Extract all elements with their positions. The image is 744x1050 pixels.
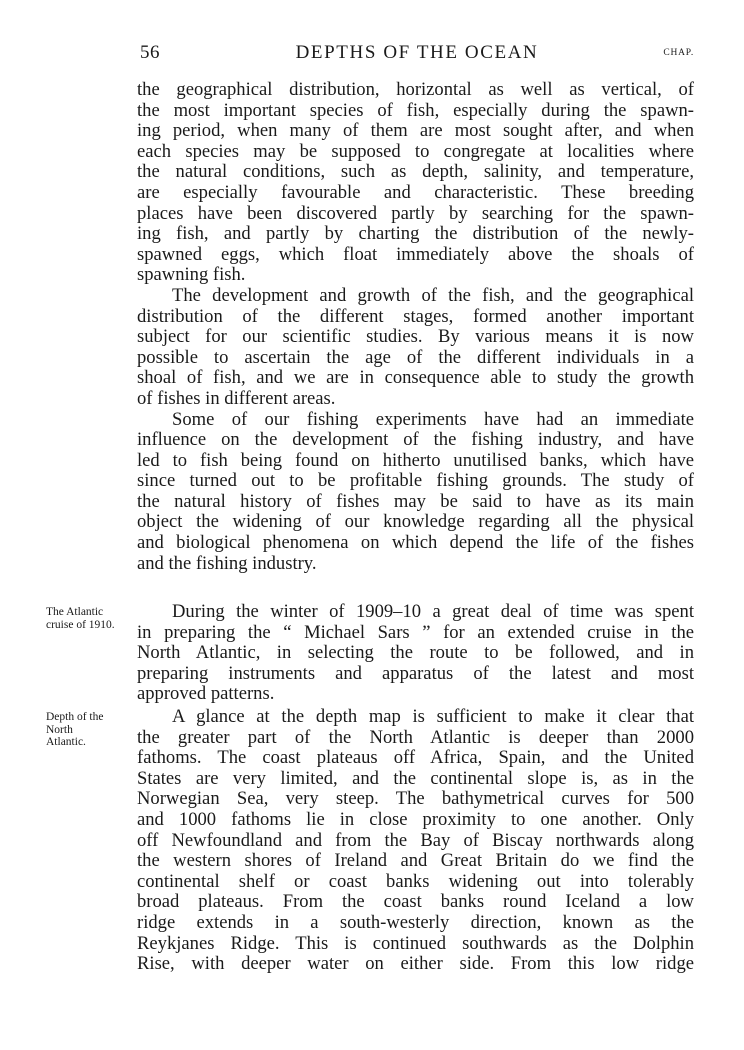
text-block-atlantic-cruise	[137, 602, 694, 705]
sidenote-line: North	[46, 723, 73, 736]
text-line: possible to ascertain the age of the different individuals in a	[137, 346, 694, 368]
text-line: each species may be supposed to congregate at localities where	[137, 140, 694, 162]
text-line: States are very limited, and the continental slope is, as in the	[137, 767, 694, 789]
text-line: ing fish, and partly by charting the distribution of the newly-	[137, 223, 694, 245]
text-line: the natural history of fishes may be said to have as its main	[137, 490, 694, 512]
text-line: the natural conditions, such as depth, salinity, and temperature,	[137, 161, 694, 183]
paragraph-1	[137, 80, 694, 286]
text-line: ing period, when many of them are most sought after, and when	[137, 120, 694, 142]
text-line: in preparing the “ Michael Sars ” for an extended cruise in the	[137, 621, 694, 643]
sidenote-line: Atlantic.	[46, 736, 86, 748]
running-title: DEPTHS OF THE OCEAN	[295, 42, 539, 63]
text-line: the greater part of the North Atlantic is deeper than 2000	[137, 726, 694, 748]
paragraph-2	[137, 286, 694, 410]
text-line: off Newfoundland and from the Bay of Biscay northwards along	[137, 829, 694, 851]
text-line: of fishes in different areas.	[137, 387, 336, 409]
text-line: Some of our fishing experiments have had an immediate	[172, 408, 694, 430]
text-line: led to fish being found on hitherto unutilised banks, which have	[137, 449, 694, 471]
text-line: distribution of the different stages, formed another important	[137, 305, 694, 327]
text-block-upper	[137, 80, 694, 574]
chapter-label: CHAP.	[663, 48, 694, 58]
text-block-depth	[137, 707, 694, 975]
sidenote-line: The Atlantic	[46, 606, 104, 618]
text-line: object the widening of our knowledge regarding all the physical	[137, 511, 694, 533]
text-line: and the fishing industry.	[137, 552, 317, 574]
paragraph-3	[137, 410, 694, 575]
text-line: North Atlantic, in selecting the route to be followed, and in	[137, 642, 694, 664]
text-line: places have been discovered partly by searching for the spawn-	[137, 202, 694, 224]
text-line: spawning fish.	[137, 264, 246, 286]
text-line: fathoms. The coast plateaus off Africa, Spain, and the United	[137, 747, 694, 769]
text-line: and biological phenomena on which depend the life of the fishes	[137, 532, 694, 554]
sidenote-line: Depth of the	[46, 711, 104, 723]
text-line: Rise, with deeper water on either side. From this low ridge	[137, 953, 694, 975]
paragraph-4	[137, 602, 694, 705]
text-line: The development and growth of the fish, and the geographical	[172, 284, 694, 306]
page-header	[140, 42, 694, 72]
text-line: are especially favourable and characteristic. These breeding	[137, 181, 694, 203]
text-line: Norwegian Sea, very steep. The bathymetrical curves for 500	[137, 788, 694, 810]
sidenote-depth-atlantic	[46, 711, 138, 749]
text-line: shoal of fish, and we are in consequence able to study the growth	[137, 367, 694, 389]
text-line: the geographical distribution, horizontal as well as vertical, of	[137, 79, 694, 100]
text-line: subject for our scientific studies. By various means it is now	[137, 326, 694, 348]
text-line: influence on the development of the fishing industry, and have	[137, 429, 694, 451]
text-line: spawned eggs, which float immediately above the shoals of	[137, 243, 694, 265]
text-line: since turned out to be profitable fishing grounds. The study of	[137, 470, 694, 492]
paragraph-5	[137, 707, 694, 975]
text-line: continental shelf or coast banks widening out into tolerably	[137, 870, 694, 892]
text-line: Reykjanes Ridge. This is continued southwards as the Dolphin	[137, 932, 694, 954]
text-line: broad plateaus. From the coast banks round Iceland a low	[137, 891, 694, 913]
text-line: During the winter of 1909–10 a great deal of time was spent	[172, 601, 694, 622]
text-line: the western shores of Ireland and Great Britain do we find the	[137, 850, 694, 872]
page-number: 56	[140, 42, 160, 63]
text-line: A glance at the depth map is sufficient to make it clear that	[172, 706, 694, 727]
sidenote-atlantic-cruise	[46, 606, 138, 631]
text-line: the most important species of fish, especially during the spawn-	[137, 99, 694, 121]
sidenote-line: cruise of 1910.	[46, 618, 115, 631]
text-line: and 1000 fathoms lie in close proximity to one another. Only	[137, 808, 694, 830]
text-line: ridge extends in a south-westerly direction, known as the	[137, 911, 694, 933]
text-line: preparing instruments and apparatus of the latest and most	[137, 662, 694, 684]
text-line: approved patterns.	[137, 683, 275, 705]
